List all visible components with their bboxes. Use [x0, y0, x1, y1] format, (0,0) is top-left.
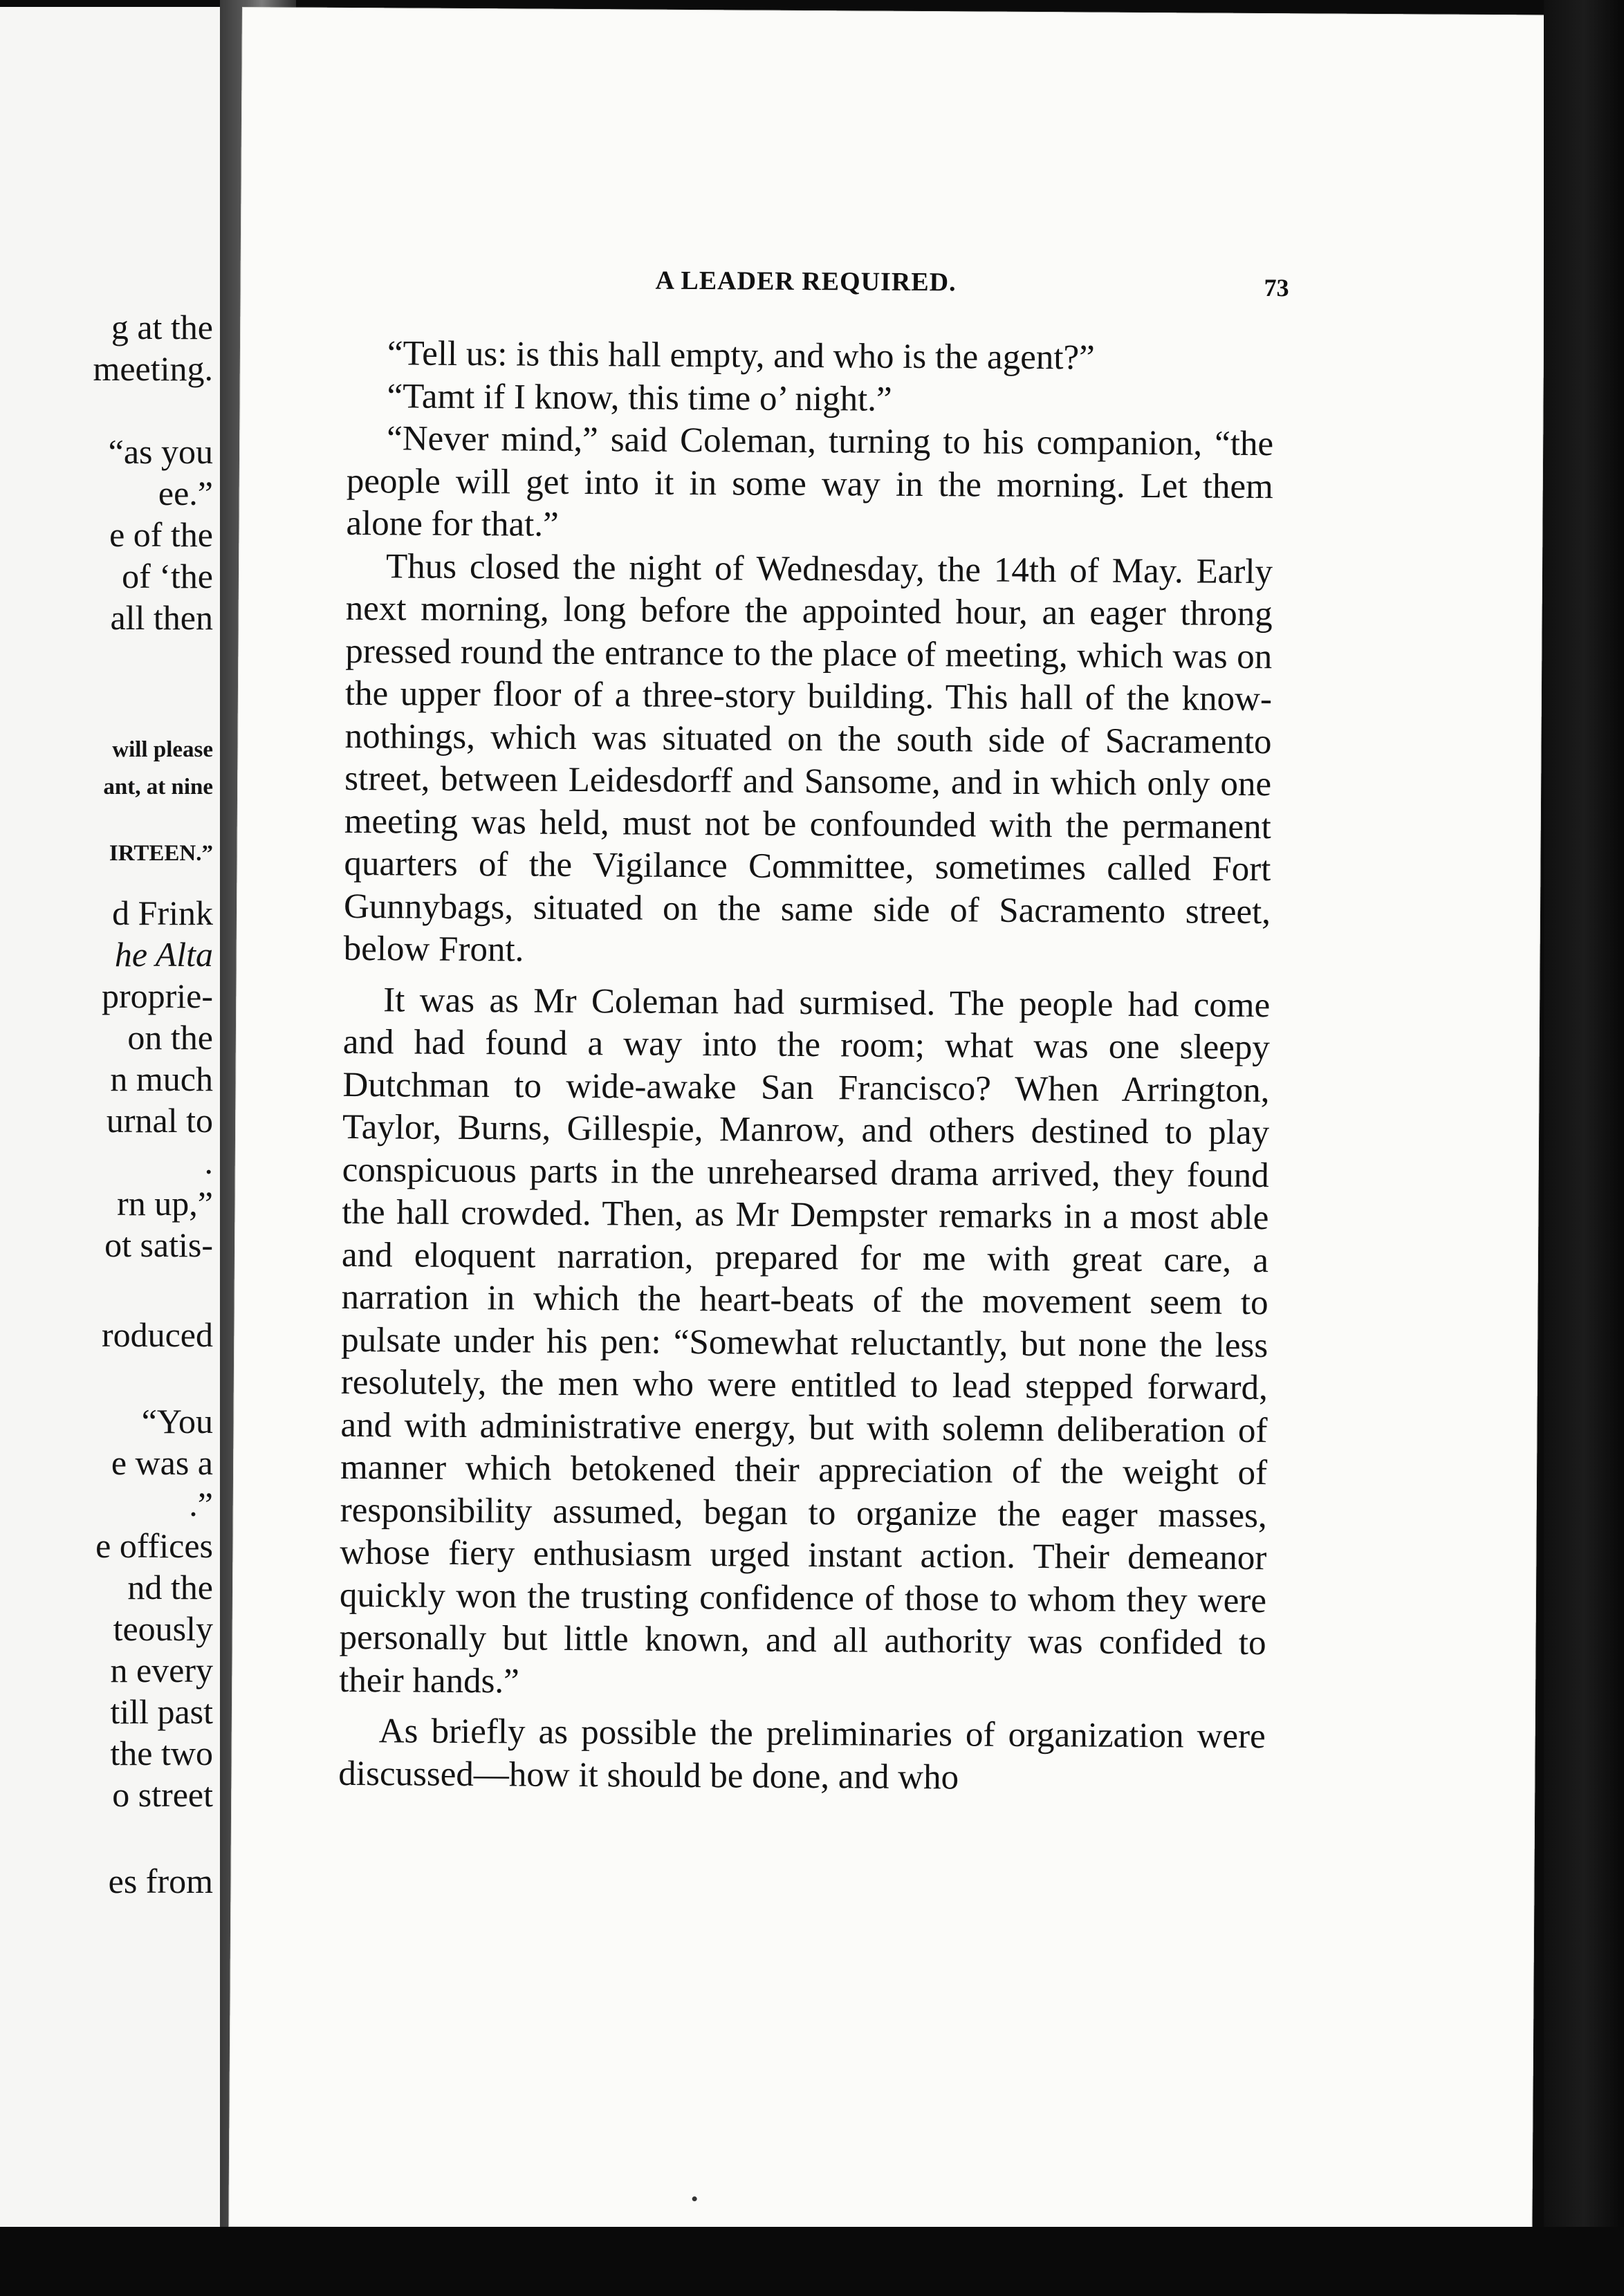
left-line: o street — [112, 1775, 213, 1814]
left-line: es from — [108, 1862, 213, 1900]
paragraph: “Never mind,” said Coleman, turning to his companion, “the people will get into it in some way in the morning. Let them alone for that.” — [346, 419, 1274, 544]
left-line: he Alta — [114, 935, 213, 974]
left-line: ot satis- — [104, 1225, 213, 1264]
page-body — [338, 333, 1274, 1809]
paragraph: Thus closed the night of Wednesday, the 14th of May. Early next morning, long before the appointed hour, an eager throng pressed round the entrance to the place of meeting, which was on the upper floor of a three-story building. This hall of the know-nothings, which was situated on the south side of Sacramento street, between Leidesdorff and Sansome, and in which only one meeting was held, must not be confounded with the permanent quarters of the Vigilance Committee, sometimes called Fort Gunnybags, situated on the same side of Sacramento street, below Front. — [343, 546, 1273, 970]
paragraph: “Tamt if I know, this time o’ night.” — [387, 376, 892, 419]
left-line: till past — [110, 1692, 213, 1731]
left-line: the two — [110, 1734, 213, 1772]
left-line: e was a — [111, 1443, 213, 1482]
left-line: IRTEEN.” — [109, 841, 213, 866]
left-line: teously — [113, 1609, 213, 1648]
paragraph: It was as Mr Coleman had surmised. The people had come and had found a way into the room; what was one sleepy Dutchman to wide-awake San Francisco? When Arrington, Taylor, Burns, Gillespie, Manrow, and others destined to play conspicuous parts in the unrehearsed drama arrived, they found the hall crowded. Then, as Mr Dempster remarks in a most able and eloquent narration, prepared for me with great care, a narration in which the heart-beats of the movement seem to pulsate under his pen: “Somewhat reluctantly, but none the less resolutely, the men who were entitled to lead stepped forward, and with administrative energy, but with solemn deliberation of manner which betokened their appreciation of the weight of responsibility assumed, began to organize the eager masses, whose fiery enthusiasm urged instant action. Their demeanor quickly won the trusting confidence of those to whom they were personally but little known, and all authority was confided to their hands.” — [339, 980, 1271, 1701]
left-line: n much — [110, 1059, 213, 1098]
left-line: urnal to — [106, 1101, 213, 1140]
previous-page-fragment — [0, 7, 220, 2227]
paragraph: As briefly as possible the preliminaries of organization were discussed—how it should be done, and who — [338, 1712, 1266, 1797]
scan-background-bottom — [0, 2227, 1624, 2296]
scan-background-right — [1544, 0, 1624, 2296]
left-line: e of the — [109, 515, 213, 554]
page-header — [240, 263, 1544, 313]
left-line: d Frink — [112, 894, 213, 932]
left-line: e offices — [95, 1526, 213, 1565]
paper-speck — [692, 2196, 697, 2201]
book-page — [228, 7, 1546, 2234]
left-line: will please — [112, 737, 213, 762]
left-line: . — [204, 1142, 213, 1181]
left-line: ant, at nine — [103, 775, 213, 799]
left-line: “as you — [108, 432, 213, 471]
running-head: A LEADER REQUIRED. — [655, 266, 957, 297]
left-line: all then — [110, 598, 213, 637]
left-line: roduced — [101, 1315, 213, 1354]
left-line: ee.” — [158, 474, 213, 512]
paragraph: “Tell us: is this hall empty, and who is the agent?” — [387, 334, 1095, 378]
left-line: .” — [189, 1485, 213, 1524]
left-line: n every — [110, 1651, 213, 1689]
left-line: nd the — [127, 1568, 213, 1607]
left-line: proprie- — [101, 976, 213, 1015]
left-line: “You — [141, 1402, 213, 1441]
left-line: g at the — [111, 308, 213, 346]
left-line: meeting. — [93, 349, 213, 388]
left-line: of ‘the — [122, 557, 213, 595]
page-number: 73 — [1264, 274, 1289, 302]
left-line: on the — [127, 1018, 213, 1057]
left-line: rn up,” — [117, 1184, 213, 1223]
